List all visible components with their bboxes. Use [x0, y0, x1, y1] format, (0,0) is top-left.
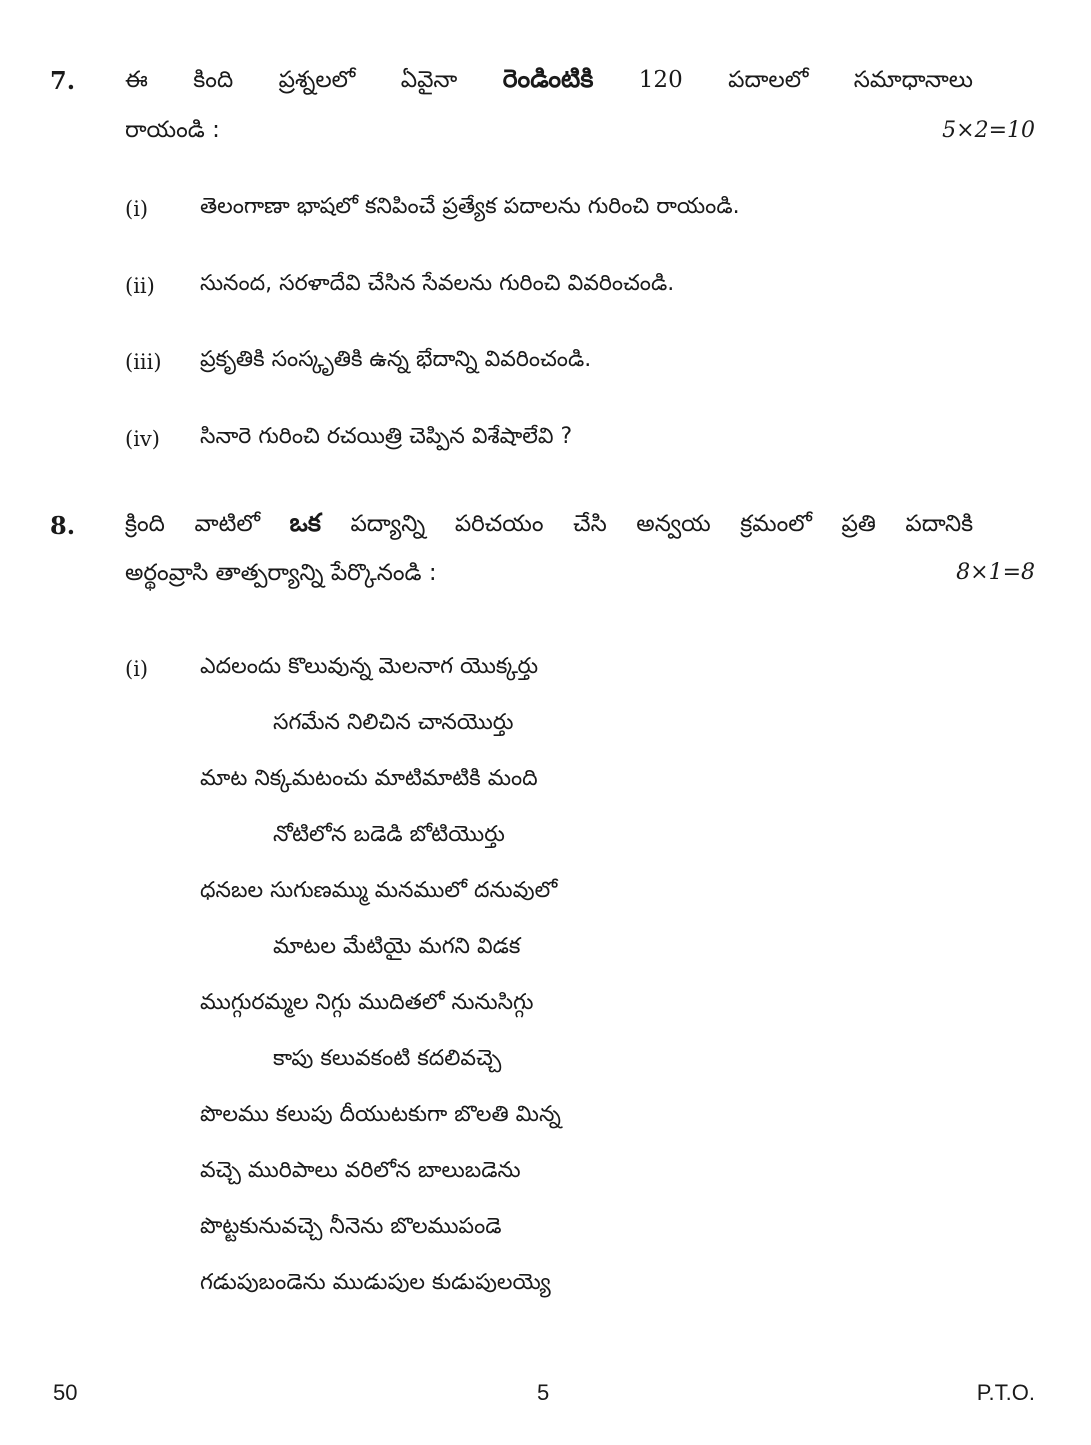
q7-sub-text: తెలంగాణా భాషలో కనిపించే ప్రత్యేక పదాలను గురించి రాయండి.: [200, 194, 740, 219]
poem-line: పొట్టకునువచ్చె నీనెను బొలముపండె: [200, 1214, 502, 1239]
question-7-number: 7.: [50, 66, 76, 95]
q8-word: పదానికి: [905, 511, 974, 537]
poem-line: మాట నిక్కమటంచు మాటిమాటికి మంది: [200, 766, 538, 791]
poem-line: ముగ్గురమ్మల నిగ్గు ముదితలో నునుసిగ్గు: [200, 990, 534, 1015]
q7-sub-text: సునంద, సరళాదేవి చేసిన సేవలను గురించి వివరించండి.: [200, 271, 675, 296]
q7-sub-text: సినారె గురించి రచయిత్రి చెప్పిన విశేషాలేవి ?: [200, 424, 573, 449]
poem-line: గడుపుబండెను ముడుపుల కుడుపులయ్యె: [200, 1270, 551, 1295]
q8-word: వాటిలో: [194, 511, 260, 537]
poem-line: మాటల మేటియై మగని విడక: [273, 934, 521, 959]
poem-line: పొలము కలుపు దీయుటకుగా బొలతి మిన్న: [200, 1102, 561, 1127]
question-8-number: 8.: [50, 511, 76, 540]
q7-sub-text: ప్రకృతికి సంస్కృతికి ఉన్న భేదాన్ని వివరించండి.: [200, 347, 592, 372]
q7-word: ఈ: [125, 67, 148, 93]
q8-sub-number: (i): [125, 657, 149, 681]
q7-word: సమాధానాలు: [853, 67, 973, 93]
question-8-line-1: [125, 508, 973, 544]
q8-word: చేసి: [573, 511, 607, 537]
please-turn-over: P.T.O.: [976, 1380, 1035, 1405]
question-8-line-2: అర్థంవ్రాసి తాత్పర్యాన్ని పేర్కొనండి :: [125, 560, 437, 586]
q7-sub-number: (i): [125, 197, 149, 221]
poem-line: నోటిలోన బడెడి బోటియొర్తు: [273, 822, 505, 847]
q8-word: ప్రతి: [841, 511, 876, 537]
q7-sub-number: (iii): [125, 350, 162, 374]
poem-line: కాపు కలువకంటి కదలివచ్చె: [273, 1046, 502, 1071]
q7-sub-number: (ii): [125, 274, 155, 298]
q8-word: క్రింది: [125, 511, 165, 537]
poem-line: వచ్చె మురిపాలు వరిలోన బాలుబడెను: [200, 1158, 521, 1183]
q7-word-count: 120: [638, 67, 683, 93]
question-7-line-1: [125, 64, 973, 100]
q8-word: అన్వయ: [636, 511, 711, 537]
question-8-marks: 8×1=8: [956, 560, 1035, 585]
q7-word: కింది: [193, 67, 234, 93]
poem-line: ధనబల సుగుణమ్ము మనములో దనువులో: [200, 878, 558, 903]
q7-word: పదాలలో: [728, 67, 809, 93]
poem-line: సగమేన నిలిచిన చానయొర్తు: [273, 710, 514, 735]
poem-line: ఎదలందు కొలువున్న మెలనాగ యొక్కర్తు: [200, 654, 539, 679]
q8-word: క్రమంలో: [740, 511, 812, 537]
q7-word: ఏవైనా: [400, 67, 458, 93]
question-7-marks: 5×2=10: [942, 118, 1035, 143]
q7-word: ప్రశ్నలలో: [278, 67, 356, 93]
question-7-line-2: రాయండి :: [125, 117, 220, 143]
q8-word: పద్యాన్ని: [350, 511, 426, 537]
q8-word: పరిచయం: [454, 511, 544, 537]
q8-emphasis-word: ఒక: [289, 508, 321, 537]
q7-sub-number: (iv): [125, 427, 160, 451]
q7-emphasis-word: రెండింటికి: [502, 64, 594, 93]
page-number: 5: [537, 1380, 550, 1405]
paper-code: 50: [53, 1380, 78, 1405]
